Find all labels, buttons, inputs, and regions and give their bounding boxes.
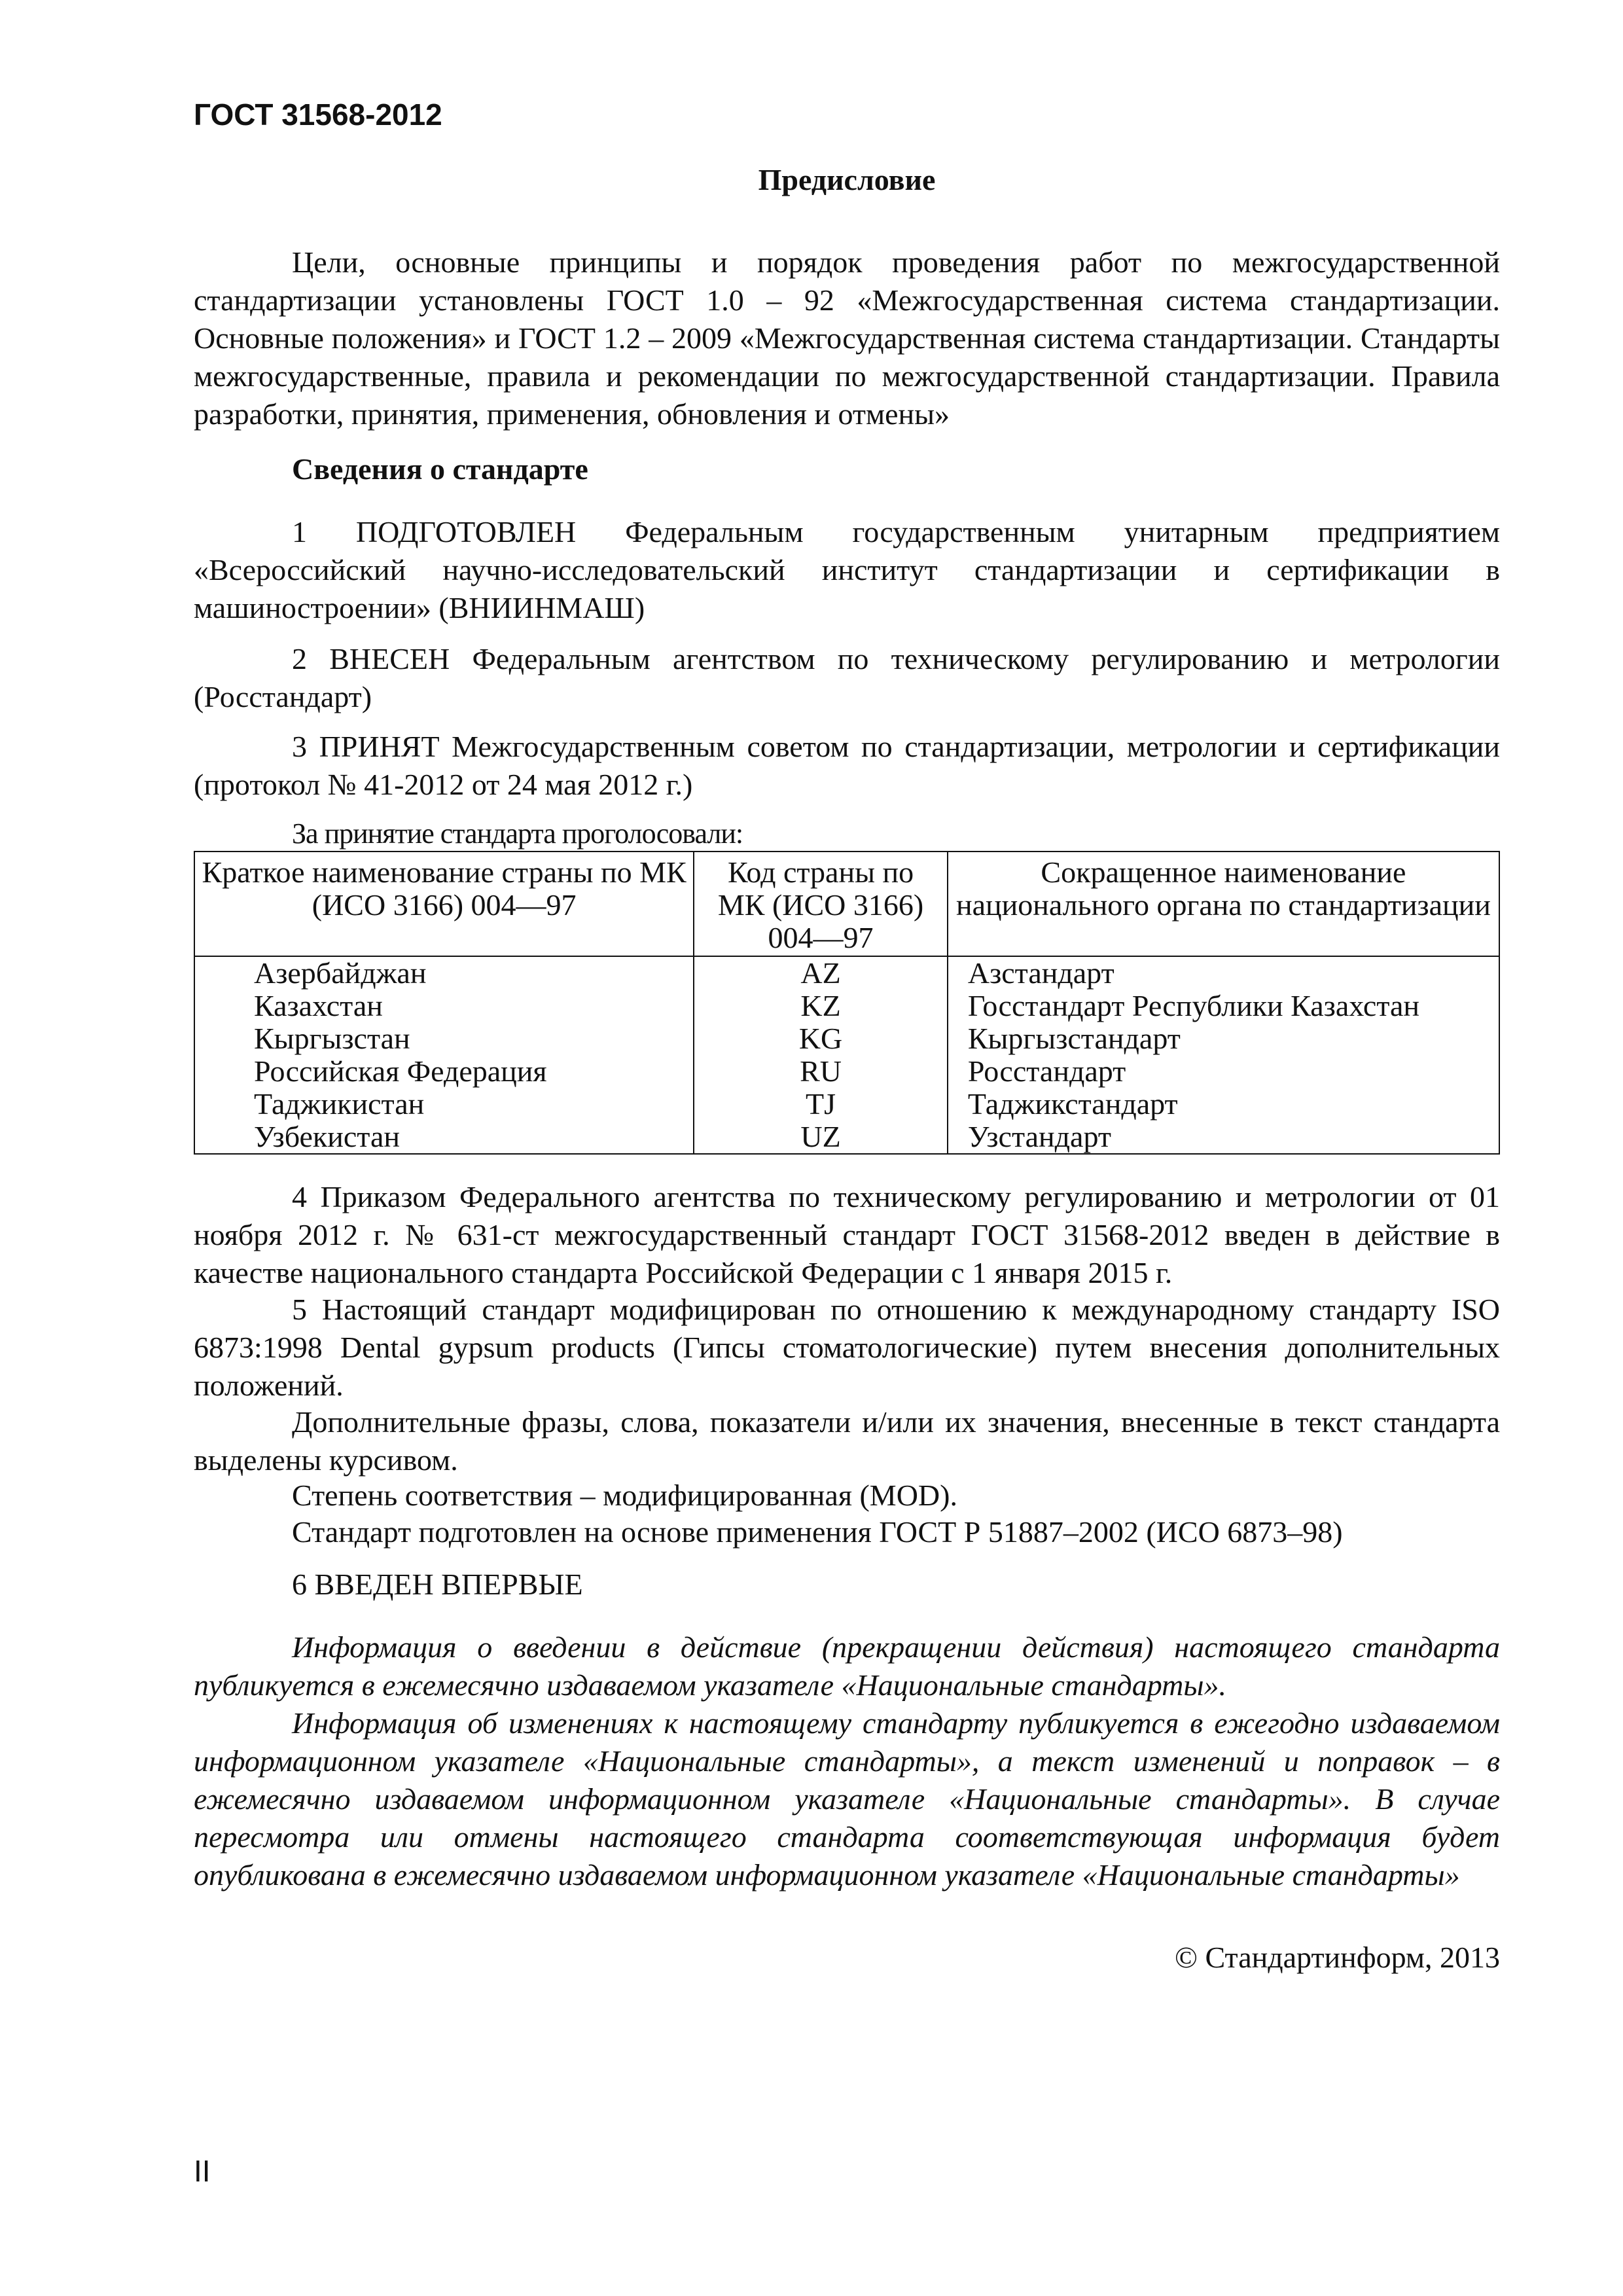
notice-paragraph-2: Информация об изменениях к настоящему стандарту публикуется в ежегодно издаваемом информационном указателе «Национальные стандарты», а текст изменений и поправок – в ежемесячно издаваемом информационном указателе «Национальные стандарты». В случае пересмотра или отмены настоящего стандарта соответствующая информация будет опубликована в ежемесячно издаваемом информационном указателе «Национальные стандарты» [194, 1706, 1500, 1892]
table-row [194, 1055, 1499, 1088]
standards-body: Кыргызстандарт [948, 1022, 1499, 1055]
voting-table [194, 851, 1500, 1155]
page-number: II [194, 2154, 211, 2188]
copyright-notice: © Стандартинформ, 2013 [1175, 1941, 1500, 1974]
country-name: Азербайджан [194, 956, 694, 990]
vote-caption: За принятие стандарта проголосовали: [292, 817, 743, 850]
country-code: KG [694, 1022, 948, 1055]
standards-body: Госстандарт Республики Казахстан [948, 990, 1499, 1022]
standards-body: Таджикстандарт [948, 1088, 1499, 1121]
country-code: AZ [694, 956, 948, 990]
item-4-paragraph: 4 Приказом Федерального агентства по техническому регулированию и метрологии от 01 ноября 2012 г. № 631-ст межгосударственный стандарт ГОСТ 31568-2012 введен в действие в качестве национального стандарта Российской Федерации с 1 января 2015 г. [194, 1180, 1500, 1289]
standards-body: Росстандарт [948, 1055, 1499, 1088]
item-2-paragraph: 2 ВНЕСЕН Федеральным агентством по техническому регулированию и метрологии (Росстандарт) [194, 642, 1500, 713]
standards-body: Узстандарт [948, 1121, 1499, 1154]
country-code: TJ [694, 1088, 948, 1121]
page-title: Предисловие [758, 163, 936, 196]
intro-paragraph: Цели, основные принципы и порядок проведения работ по межгосударственной стандартизации установлены ГОСТ 1.0 – 92 «Межгосударственная система стандартизации. Основные положения» и ГОСТ 1.2 – 2009 «Межгосударственная система стандартизации. Стандарты межгосударственные, правила и рекомендации по межгосударственной стандартизации. Правила разработки, принятия, применения, обновления и отмены» [194, 245, 1500, 431]
country-name: Российская Федерация [194, 1055, 694, 1088]
item-5-additional: Дополнительные фразы, слова, показатели и/или их значения, внесенные в текст стандарта выделены курсивом. [194, 1405, 1500, 1477]
header-code: Код страны по МК (ИСО 3166) 004—97 [694, 852, 948, 956]
country-name: Узбекистан [194, 1121, 694, 1154]
table-header-row [194, 852, 1499, 956]
country-code: KZ [694, 990, 948, 1022]
country-name: Казахстан [194, 990, 694, 1022]
item-5-paragraph: 5 Настоящий стандарт модифицирован по отношению к международному стандарту ISO 6873:1998 Dental gypsum products (Гипсы стоматологические) путем внесения дополнительных положений. [194, 1293, 1500, 1402]
item-1-paragraph: 1 ПОДГОТОВЛЕН Федеральным государственным унитарным предприятием «Всероссийский научно-исследовательский институт стандартизации и сертификации в машиностроении» (ВНИИНМАШ) [194, 515, 1500, 624]
country-name: Кыргызстан [194, 1022, 694, 1055]
item-3-paragraph: 3 ПРИНЯТ Межгосударственным советом по стандартизации, метрологии и сертификации (протокол № 41-2012 от 24 мая 2012 г.) [194, 730, 1500, 801]
country-name: Таджикистан [194, 1088, 694, 1121]
section-title-info: Сведения о стандарте [292, 452, 588, 486]
table-row [194, 990, 1499, 1022]
notice-paragraph-1: Информация о введении в действие (прекращении действия) настоящего стандарта публикуется в ежемесячно издаваемом указателе «Национальные стандарты». [194, 1630, 1500, 1702]
country-code: RU [694, 1055, 948, 1088]
standards-body: Азстандарт [948, 956, 1499, 990]
country-code: UZ [694, 1121, 948, 1154]
item-5-degree: Степень соответствия – модифицированная (MOD). [292, 1479, 957, 1512]
header-country: Краткое наименование страны по МК (ИСО 3166) 004—97 [194, 852, 694, 956]
item-6-paragraph: 6 ВВЕДЕН ВПЕРВЫЕ [292, 1568, 583, 1601]
item-5-basis: Стандарт подготовлен на основе применения ГОСТ Р 51887–2002 (ИСО 6873–98) [292, 1515, 1343, 1549]
document-header: ГОСТ 31568-2012 [194, 98, 442, 132]
table-row [194, 1088, 1499, 1121]
table-row [194, 956, 1499, 990]
table-row [194, 1022, 1499, 1055]
table-row [194, 1121, 1499, 1154]
header-body: Сокращенное наименование национального органа по стандартизации [948, 852, 1499, 956]
